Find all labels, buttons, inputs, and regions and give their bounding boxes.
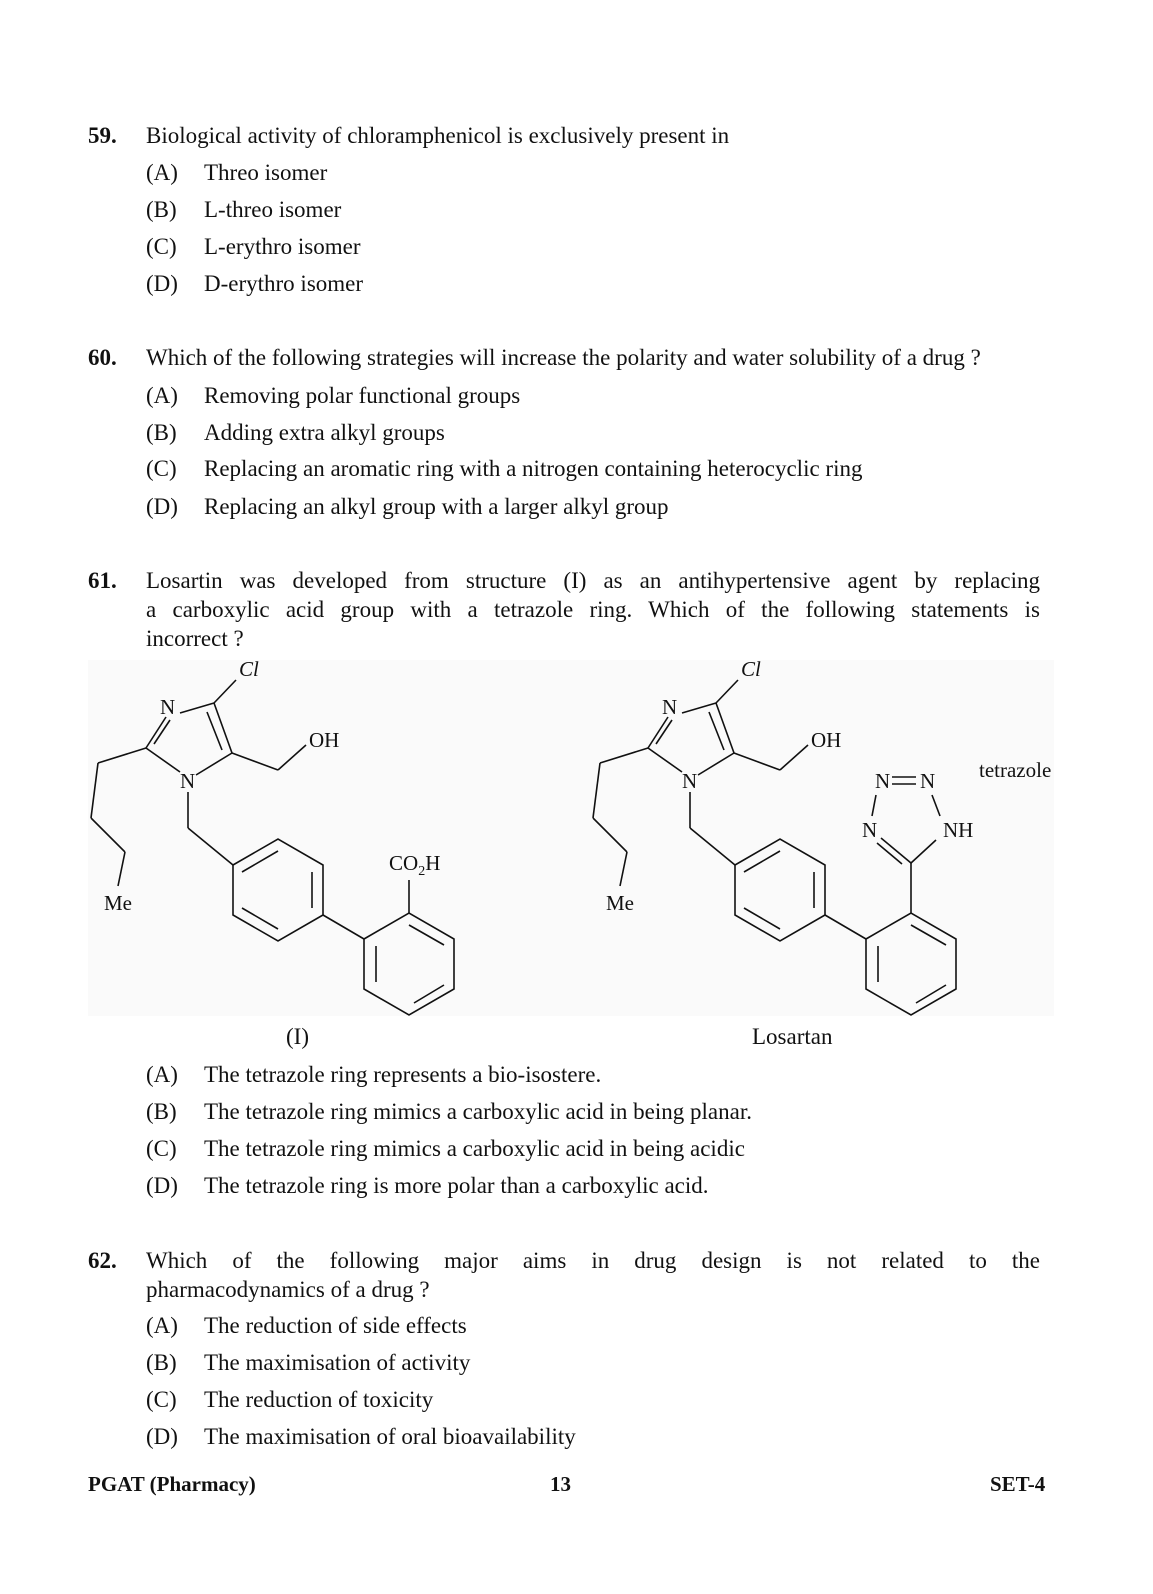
option-text: The tetrazole ring mimics a carboxylic acid in being planar. <box>204 1099 752 1124</box>
question-text <box>146 566 1040 653</box>
bond <box>180 703 214 713</box>
option-text: The maximisation of oral bioavailability <box>204 1424 576 1449</box>
option-b <box>146 418 445 447</box>
option-a <box>146 1311 467 1340</box>
option-label: (C) <box>146 1136 177 1161</box>
bond <box>146 717 166 748</box>
bond <box>690 828 735 865</box>
question-text: Biological activity of chloramphenicol is exclusively present in <box>146 123 730 148</box>
option-label: (A) <box>146 160 178 185</box>
tetrazole-label: tetrazole <box>979 758 1052 782</box>
option-label: (C) <box>146 456 177 481</box>
bond <box>146 748 180 772</box>
question-61 <box>88 566 1040 653</box>
question-text-line: Losartin was developed from structure (I) as an antihypertensive agent by replacing <box>146 568 1040 593</box>
question-text: Which of the following strategies will increase the polarity and water solubility of a drug ? <box>146 345 981 370</box>
option-label: (A) <box>146 1062 178 1087</box>
bond <box>600 748 648 763</box>
atom-label: Me <box>606 891 634 915</box>
bond <box>214 703 232 753</box>
atom-label: NH <box>943 818 974 842</box>
option-text: The maximisation of activity <box>204 1350 471 1375</box>
bond <box>593 763 600 818</box>
option-text: The tetrazole ring represents a bio-isostere. <box>204 1062 602 1087</box>
option-text: The reduction of side effects <box>204 1313 467 1338</box>
option-label: (B) <box>146 197 177 222</box>
option-text: Threo isomer <box>204 160 328 185</box>
question-text-line: a carboxylic acid group with a tetrazole ring. Which of the following statements is <box>146 597 1040 622</box>
bond <box>648 748 682 772</box>
bond <box>409 925 444 945</box>
structure-figure <box>88 660 1054 1016</box>
benzene-ring <box>735 839 825 941</box>
question-number: 62. <box>88 1248 117 1273</box>
option-d <box>146 1422 576 1451</box>
bond <box>242 851 278 872</box>
option-label: (B) <box>146 1350 177 1375</box>
bond <box>825 915 866 939</box>
atom-label: N <box>160 695 176 719</box>
option-label: (D) <box>146 1424 178 1449</box>
bond <box>744 908 780 929</box>
bond <box>648 717 668 748</box>
question-text <box>146 1246 1040 1304</box>
bond <box>214 680 236 703</box>
option-label: (D) <box>146 271 178 296</box>
question-59 <box>88 121 1040 296</box>
co2h-part: CO <box>389 851 419 875</box>
footer-right: SET-4 <box>990 1472 1046 1496</box>
bond <box>916 985 946 1003</box>
option-text: Replacing an alkyl group with a larger alkyl group <box>204 494 669 519</box>
bond <box>734 753 780 770</box>
atom-label: OH <box>309 728 340 752</box>
co2h-part: H <box>425 851 441 875</box>
bond <box>932 795 940 816</box>
bond <box>242 908 278 929</box>
bond <box>620 852 627 886</box>
option-label: (A) <box>146 1313 178 1338</box>
option-text: Adding extra alkyl groups <box>204 420 445 445</box>
benzene-ring <box>233 839 323 941</box>
bond <box>911 925 946 945</box>
option-a <box>146 1060 601 1089</box>
bond <box>188 828 233 865</box>
bond <box>716 680 738 703</box>
question-number: 60. <box>88 345 117 370</box>
option-text: L-erythro isomer <box>204 234 361 259</box>
option-d <box>146 1171 709 1200</box>
option-b <box>146 1097 752 1126</box>
bond <box>872 795 876 816</box>
atom-label: N <box>862 818 878 842</box>
bond <box>593 818 627 852</box>
option-d <box>146 269 363 298</box>
chemical-structures <box>88 660 1054 1016</box>
atom-label: N <box>875 769 891 793</box>
question-text-line: pharmacodynamics of a drug ? <box>146 1277 430 1302</box>
bond <box>744 851 780 872</box>
atom-label: Cl <box>741 660 761 681</box>
footer-left: PGAT (Pharmacy) <box>88 1472 256 1496</box>
bond <box>877 843 902 864</box>
bond <box>780 745 808 770</box>
option-a <box>146 158 327 187</box>
bond <box>278 745 306 770</box>
option-d <box>146 492 669 521</box>
atom-label: N <box>682 769 698 793</box>
option-c <box>146 454 862 483</box>
question-number: 59. <box>88 123 117 148</box>
option-label: (D) <box>146 494 178 519</box>
option-text: The tetrazole ring is more polar than a carboxylic acid. <box>204 1173 709 1198</box>
option-c <box>146 1134 745 1163</box>
atom-label: N <box>662 695 678 719</box>
option-text: The tetrazole ring mimics a carboxylic acid in being acidic <box>204 1136 745 1161</box>
bond <box>232 753 278 770</box>
structure-caption-losartan: Losartan <box>752 1024 833 1049</box>
co2h-subscript: 2 <box>418 864 426 879</box>
option-b <box>146 1348 470 1377</box>
bond <box>698 753 734 775</box>
option-text: The reduction of toxicity <box>204 1387 434 1412</box>
option-label: (C) <box>146 234 177 259</box>
question-text-line: Which of the following major aims in drug design is not related to the <box>146 1248 1040 1273</box>
option-c <box>146 1385 433 1414</box>
option-label: (C) <box>146 1387 177 1412</box>
atom-label: Cl <box>239 660 259 681</box>
bond <box>682 703 716 713</box>
bond <box>323 915 364 939</box>
atom-label: Me <box>104 891 132 915</box>
bond <box>716 703 734 753</box>
question-62 <box>88 1246 1040 1449</box>
bond <box>118 852 125 886</box>
bond <box>91 763 98 818</box>
option-label: (D) <box>146 1173 178 1198</box>
bond <box>98 748 146 763</box>
question-60 <box>88 343 1040 519</box>
atom-label: N <box>180 769 196 793</box>
structure-caption-i: (I) <box>286 1024 309 1049</box>
atom-label <box>389 851 440 879</box>
atom-label: OH <box>811 728 842 752</box>
bond <box>911 840 936 863</box>
bond <box>414 985 444 1003</box>
bond <box>91 818 125 852</box>
option-b <box>146 195 341 224</box>
option-label: (B) <box>146 1099 177 1124</box>
atom-label: N <box>920 769 936 793</box>
option-text: Replacing an aromatic ring with a nitrogen containing heterocyclic ring <box>204 456 863 481</box>
option-label: (A) <box>146 383 178 408</box>
option-label: (B) <box>146 420 177 445</box>
question-text-line: incorrect ? <box>146 626 244 651</box>
benzene-ring <box>364 913 454 1015</box>
option-c <box>146 232 360 261</box>
footer-page-number: 13 <box>550 1472 571 1496</box>
bond <box>196 753 232 775</box>
question-number: 61. <box>88 568 117 593</box>
benzene-ring <box>866 913 956 1015</box>
option-text: L-threo isomer <box>204 197 342 222</box>
option-text: D-erythro isomer <box>204 271 364 296</box>
option-text: Removing polar functional groups <box>204 383 521 408</box>
option-a <box>146 381 520 410</box>
